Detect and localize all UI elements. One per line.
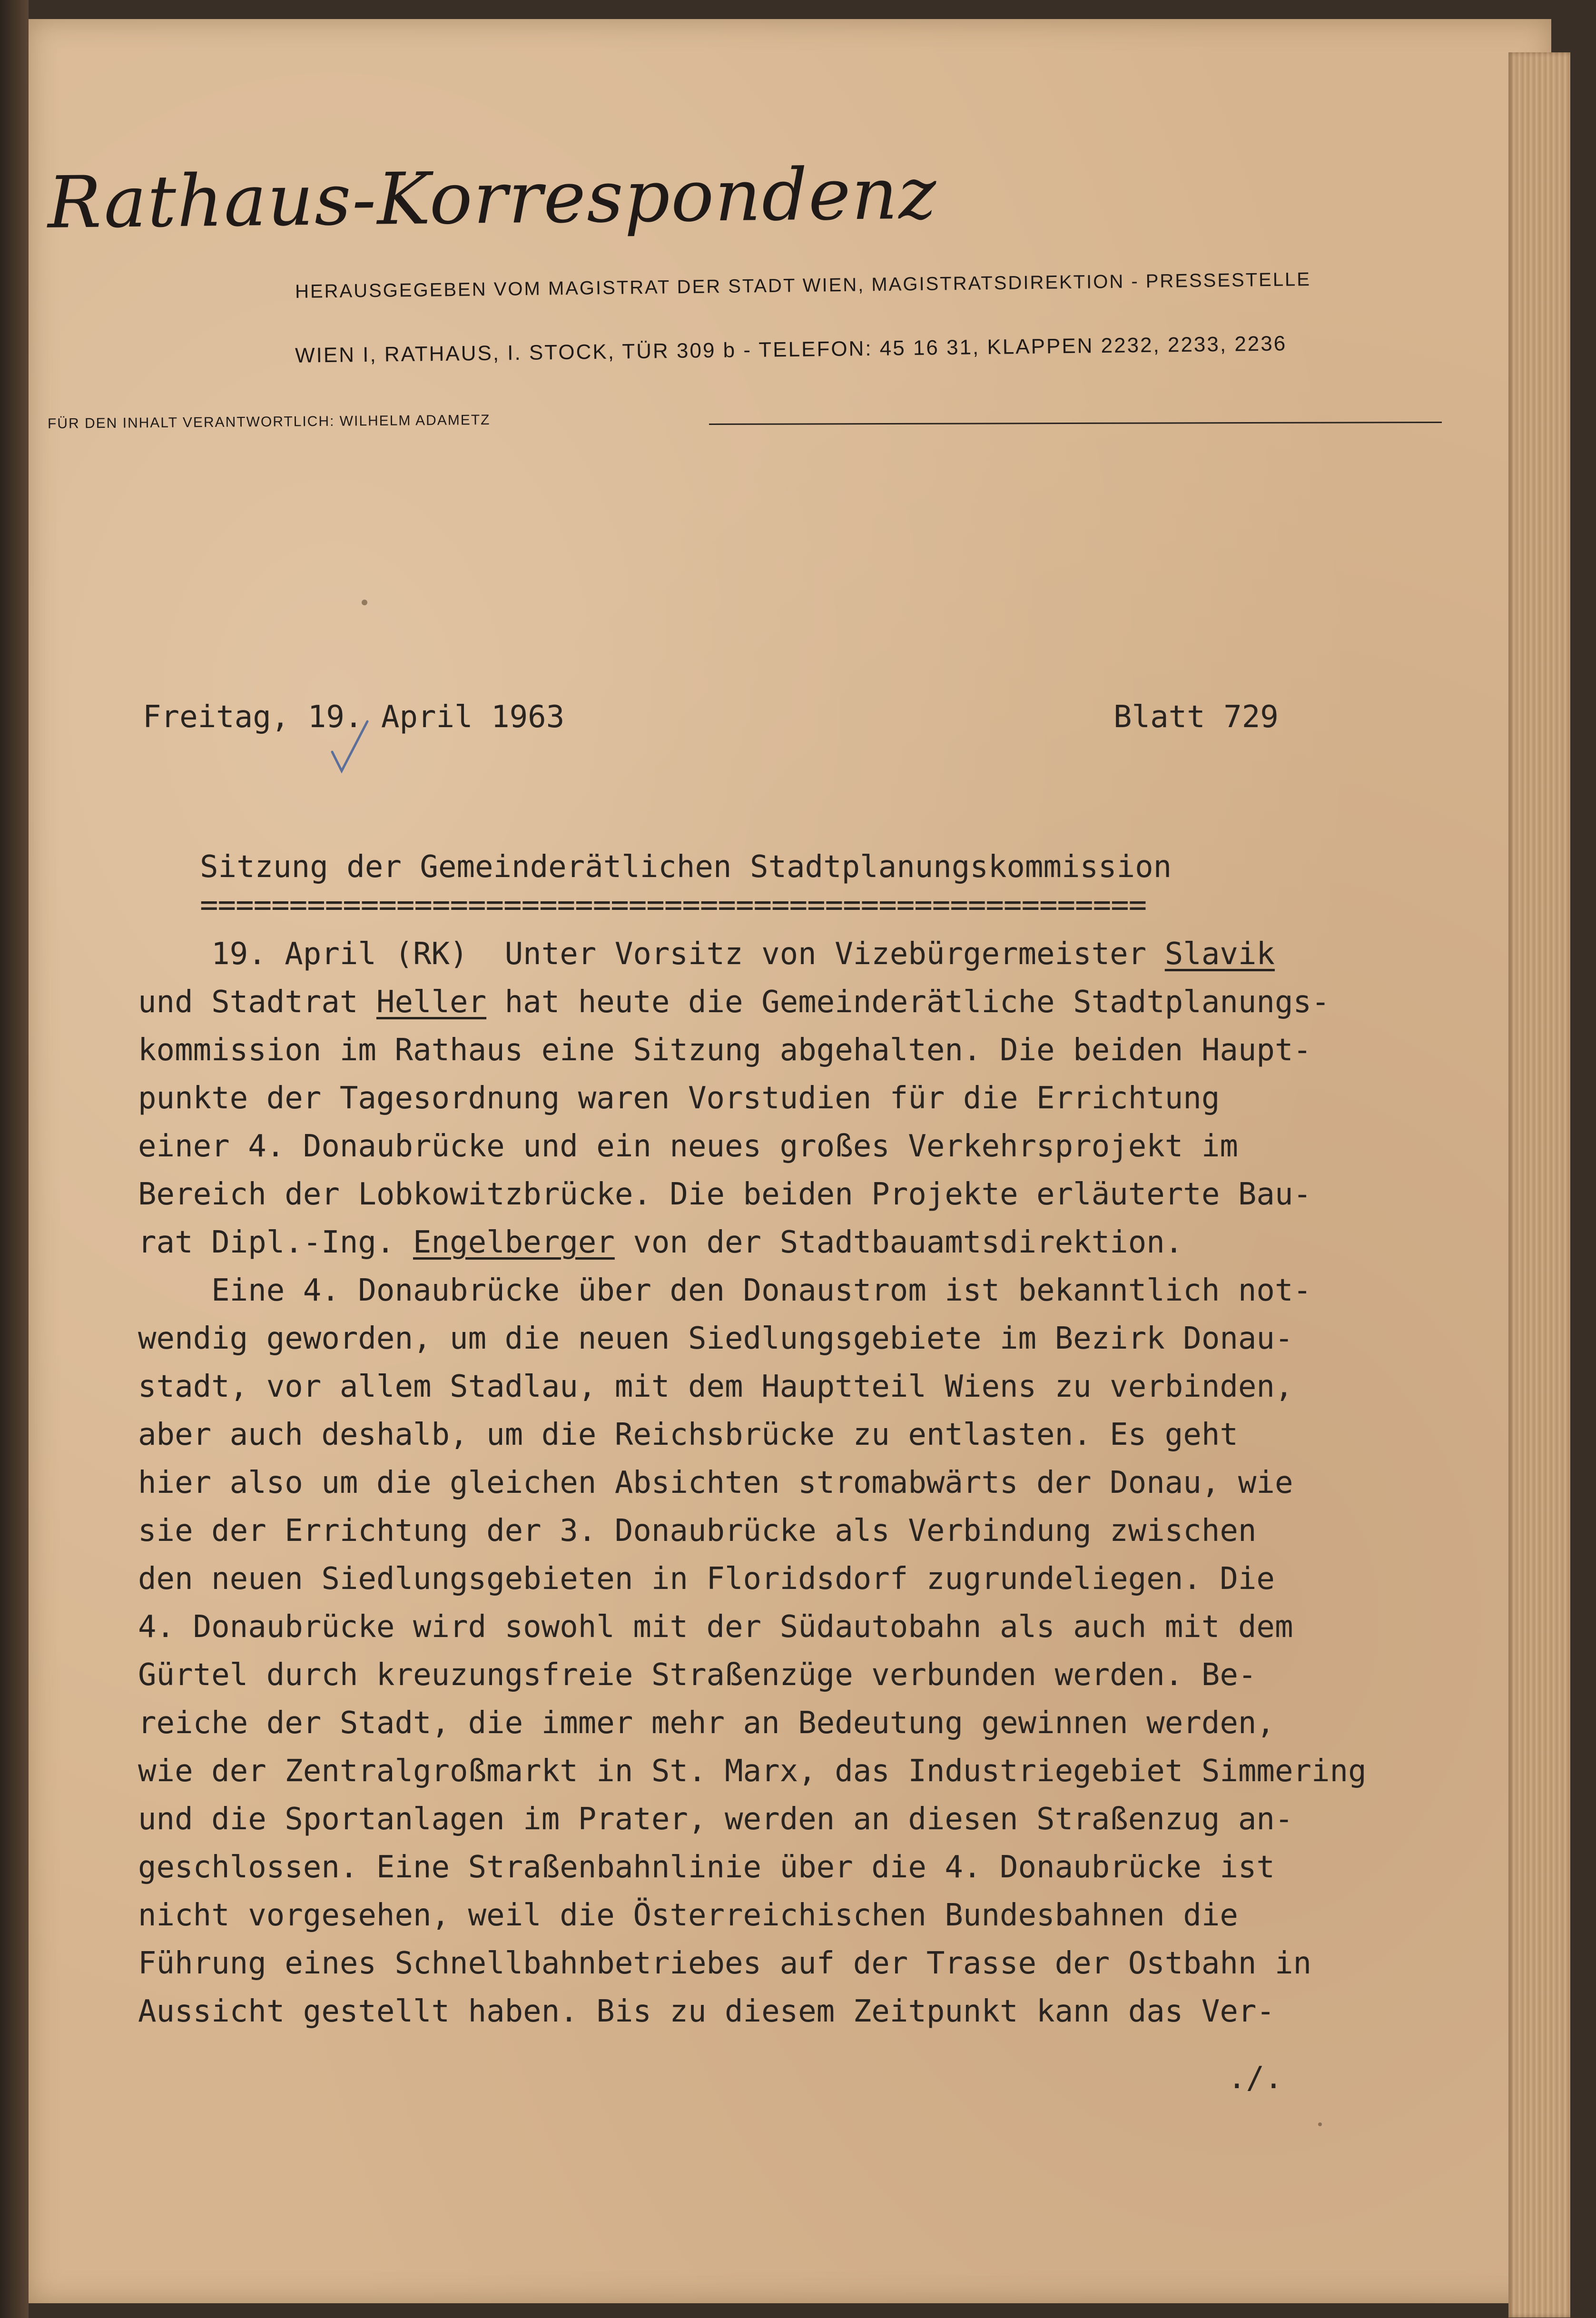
continuation-mark: ./.: [1228, 2061, 1283, 2096]
paper-speck: [1318, 2122, 1322, 2126]
body-line: und Stadtrat Heller hat heute die Gemeinderätliche Stadtplanungs-: [138, 985, 1330, 1020]
body-line: wendig geworden, um die neuen Siedlungsgebiete im Bezirk Donau-: [138, 1321, 1293, 1356]
body-line: geschlossen. Eine Straßenbahnlinie über die 4. Donaubrücke ist: [138, 1850, 1275, 1885]
header-rule: [709, 422, 1442, 425]
date-line: Freitag, 19. April 1963: [143, 700, 565, 735]
body-line: Aussicht gestellt haben. Bis zu diesem Zeitpunkt kann das Ver-: [138, 1994, 1275, 2029]
body-line: 4. Donaubrücke wird sowohl mit der Südautobahn als auch mit dem: [138, 1609, 1293, 1645]
document-page: [29, 19, 1551, 2303]
body-line: einer 4. Donaubrücke und ein neues großes Verkehrsprojekt im: [138, 1129, 1238, 1164]
body-line: nicht vorgesehen, weil die Österreichischen Bundesbahnen die: [138, 1898, 1238, 1933]
body-line: punkte der Tagesordnung waren Vorstudien für die Errichtung: [138, 1081, 1220, 1116]
responsible-line: FÜR DEN INHALT VERANTWORTLICH: WILHELM ADAMETZ: [47, 412, 491, 432]
title-double-rule: =====================================================: [200, 888, 1147, 923]
paper-speck: [362, 600, 367, 605]
body-line: sie der Errichtung der 3. Donaubrücke als Verbindung zwischen: [138, 1513, 1257, 1549]
masthead-title: Rathaus-Korrespondenz: [47, 152, 938, 245]
body-line: wie der Zentralgroßmarkt in St. Marx, das Industriegebiet Simmering: [138, 1754, 1367, 1789]
name-engelberger: Engelberger: [413, 1225, 615, 1260]
body-line: Führung eines Schnellbahnbetriebes auf der Trasse der Ostbahn in: [138, 1946, 1311, 1981]
article-body: [138, 930, 1518, 2036]
body-line: hier also um die gleichen Absichten stromabwärts der Donau, wie: [138, 1465, 1293, 1500]
body-line: stadt, vor allem Stadlau, mit dem Hauptteil Wiens zu verbinden,: [138, 1369, 1293, 1404]
body-line: den neuen Siedlungsgebieten in Floridsdorf zugrundeliegen. Die: [138, 1561, 1275, 1597]
body-line: aber auch deshalb, um die Reichsbrücke zu entlasten. Es geht: [138, 1417, 1238, 1452]
body-line: rat Dipl.-Ing. Engelberger von der Stadtbauamtsdirektion.: [138, 1225, 1183, 1260]
body-line: und die Sportanlagen im Prater, werden an diesen Straßenzug an-: [138, 1802, 1293, 1837]
body-line: reiche der Stadt, die immer mehr an Bedeutung gewinnen werden,: [138, 1706, 1275, 1741]
book-spine: [0, 0, 29, 2318]
name-slavik: Slavik: [1164, 937, 1275, 972]
sheet-number: Blatt 729: [1113, 700, 1279, 735]
article-title: Sitzung der Gemeinderätlichen Stadtplanungskommission: [200, 849, 1172, 885]
name-heller: Heller: [376, 985, 487, 1020]
body-line: Bereich der Lobkowitzbrücke. Die beiden Projekte erläuterte Bau-: [138, 1177, 1311, 1212]
body-line: Gürtel durch kreuzungsfreie Straßenzüge verbunden werden. Be-: [138, 1657, 1257, 1693]
publisher-line: HERAUSGEGEBEN VOM MAGISTRAT DER STADT WIEN, MAGISTRATSDIREKTION - PRESSESTELLE: [295, 268, 1311, 303]
body-line: kommission im Rathaus eine Sitzung abgehalten. Die beiden Haupt-: [138, 1033, 1311, 1068]
check-mark-icon: [328, 719, 371, 776]
address-line: WIEN I, RATHAUS, I. STOCK, TÜR 309 b - TELEFON: 45 16 31, KLAPPEN 2232, 2233, 2236: [295, 332, 1287, 367]
body-line: Eine 4. Donaubrücke über den Donaustrom ist bekanntlich not-: [138, 1273, 1311, 1308]
body-line: 19. April (RK) Unter Vorsitz von Vizebürgermeister Slavik: [138, 937, 1275, 972]
